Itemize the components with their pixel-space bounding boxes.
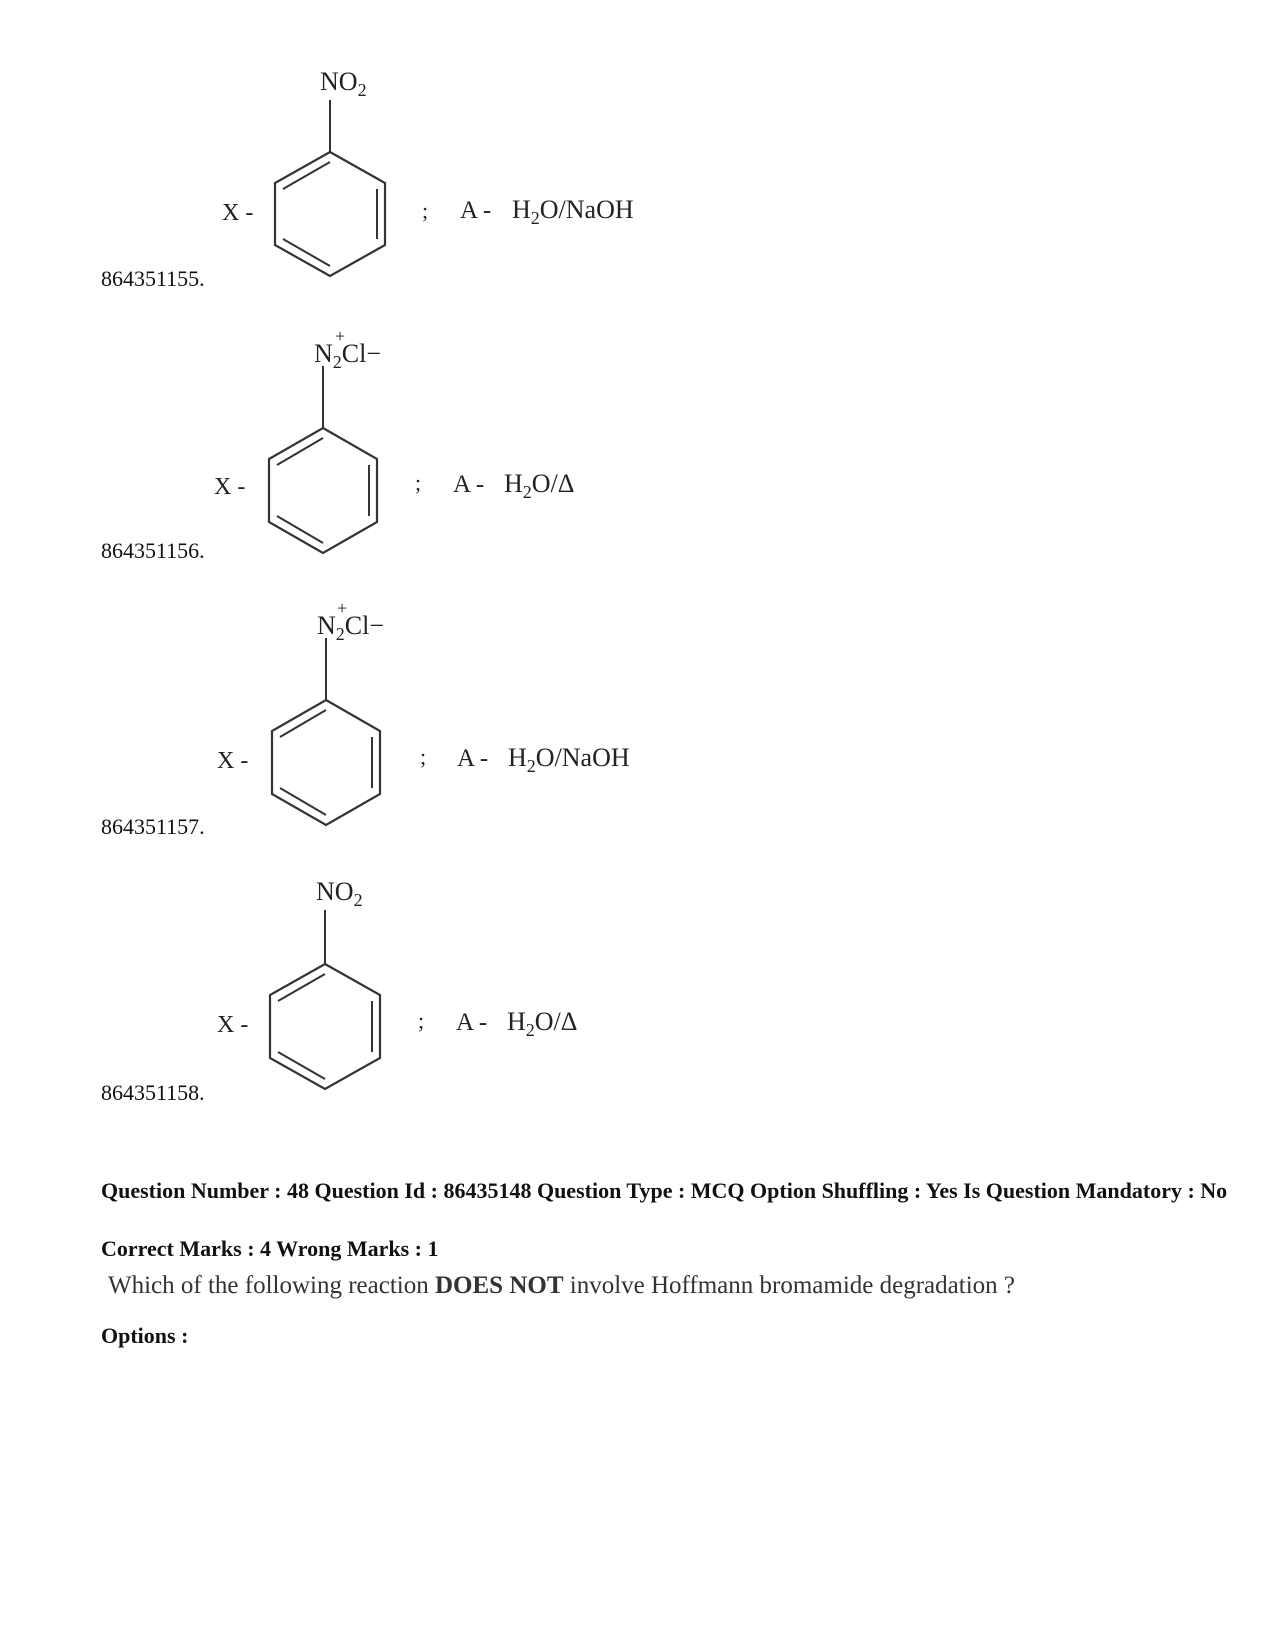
option-id: 864351155. <box>101 266 205 291</box>
option-864351155 <box>0 0 1275 290</box>
x-label: X - <box>214 474 246 500</box>
charge-plus: + <box>335 326 346 346</box>
question-text <box>108 1272 1238 1300</box>
option-864351156 <box>0 322 1275 612</box>
reagent: $H_2O$/NaOH <box>512 195 634 228</box>
reagent: $H_2O/\Delta$ <box>504 469 575 502</box>
benzene-structure <box>0 596 800 886</box>
substituent-group-no2: $NO_2$ <box>316 877 363 910</box>
question-meta-line: Question Number : 48 Question Id : 86435148 Question Type : MCQ Option Shuffling : Yes Is Question Mandatory : No <box>101 1178 1228 1203</box>
option-id: 864351156. <box>101 538 205 563</box>
a-label: A - <box>460 197 492 224</box>
x-label: X - <box>222 200 254 226</box>
reagent: $H_2O/\Delta$ <box>507 1007 578 1040</box>
separator-semicolon: ; <box>422 198 429 223</box>
benzene-structure <box>0 322 800 612</box>
x-label: X - <box>217 1012 249 1038</box>
separator-semicolon: ; <box>418 1008 425 1033</box>
question-text-emphasis: DOES NOT <box>434 1272 564 1299</box>
benzene-structure <box>0 868 800 1158</box>
substituent-group-n2cl: $N_2Cl-$ <box>317 611 385 644</box>
question-text-end: involve Hoffmann bromamide degradation ? <box>563 1272 1015 1299</box>
substituent-group-n2cl: $N_2Cl-$ <box>314 339 382 372</box>
benzene-structure <box>0 0 800 290</box>
a-label: A - <box>457 745 489 772</box>
a-label: A - <box>456 1009 488 1036</box>
x-label: X - <box>217 748 249 774</box>
options-label: Options : <box>101 1323 189 1348</box>
substituent-group-no2: $NO_2$ <box>320 67 367 100</box>
charge-plus: + <box>337 598 348 618</box>
option-864351157 <box>0 596 1275 886</box>
question-text-start: Which of the following reaction <box>108 1272 435 1299</box>
marks-line: Correct Marks : 4 Wrong Marks : 1 <box>101 1236 439 1261</box>
option-id: 864351157. <box>101 814 205 839</box>
option-id: 864351158. <box>101 1080 205 1105</box>
option-864351158 <box>0 868 1275 1158</box>
separator-semicolon: ; <box>415 470 422 495</box>
a-label: A - <box>453 471 485 498</box>
reagent: $H_2O$/NaOH <box>508 743 630 776</box>
separator-semicolon: ; <box>420 744 427 769</box>
